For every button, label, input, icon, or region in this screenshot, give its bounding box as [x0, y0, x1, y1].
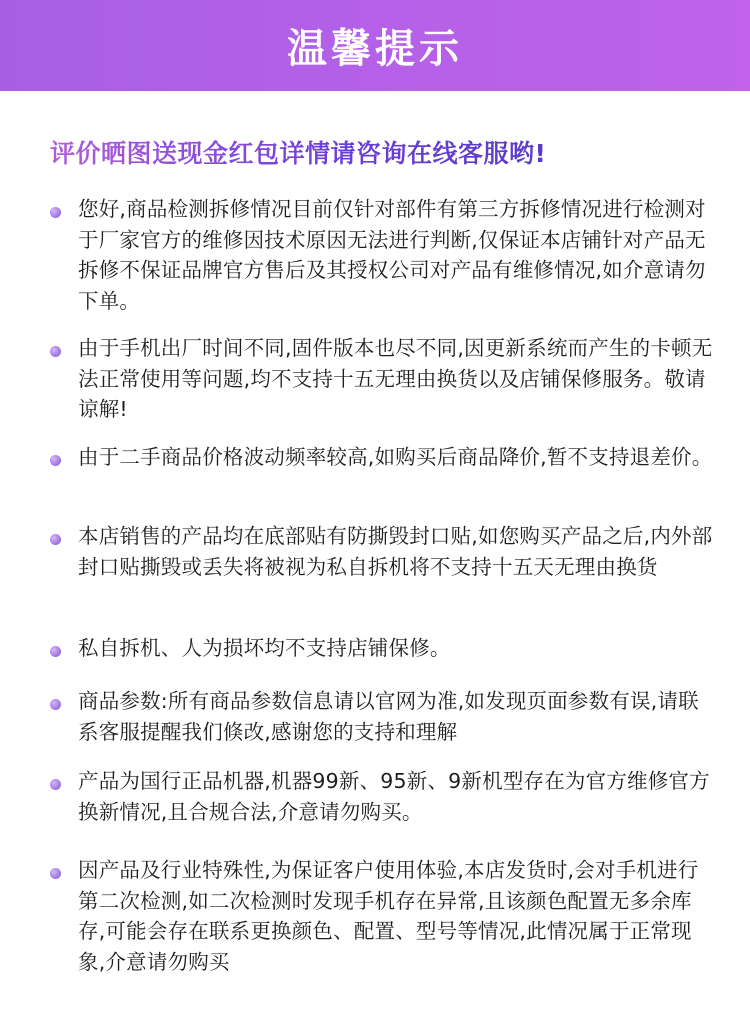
bullet-dot-icon [50, 646, 61, 657]
list-item-text: 产品为国行正品机器,机器99新、95新、9新机型存在为官方维修官方换新情况,且合规合法,介意请勿购买。 [78, 769, 710, 824]
list-item-text: 由于手机出厂时间不同,固件版本也尽不同,因更新系统而产生的卡顿无法正常使用等问题,均不支持十五无理由换货以及店铺保修服务。敬请谅解! [78, 336, 713, 421]
list-item-text: 由于二手商品价格波动频率较高,如购买后商品降价,暂不支持退差价。 [78, 445, 713, 469]
list-item-text: 商品参数:所有商品参数信息请以官网为准,如发现页面参数有误,请联系客服提醒我们倏改,感谢您的支持和理解 [78, 689, 699, 744]
bullet-dot-icon [50, 699, 61, 710]
bullet-dot-icon [50, 534, 61, 545]
list-item-text: 您好,商品检测拆修情况目前仅针对部件有第三方拆修情况进行检测对于厂家官方的维修因技术原因无法进行判断,仅保证本店铺针对产品无拆修不保证品牌官方售后及其授权公司对产品有维修情况,如介意请勿下单。 [78, 197, 706, 313]
bullet-dot-icon [50, 868, 61, 879]
bullet-dot-icon [50, 779, 61, 790]
page-title: 温馨提示 [287, 26, 463, 72]
list-item-text: 私自拆机、人为损坏均不支持店铺保修。 [78, 636, 451, 660]
bullet-dot-icon [50, 207, 61, 218]
list-item-text: 因产品及行业特殊性,为保证客户使用体验,本店发货时,会对手机进行第二次检测,如二次检测时发现手机存在异常,且该颜色配置无多余库存,可能会存在联系更换颜色、配置、型号等情况,此情况属于正常现象,介意请勿购买 [78, 858, 699, 974]
list-item-text: 本店销售的产品均在底部贴有防撕毁封口贴,如您购买产品之后,内外部封口贴撕毁或丢失将被视为私自拆机将不支持十五天无理由换货 [78, 524, 713, 579]
bullet-dot-icon [50, 346, 61, 357]
bullet-dot-icon [50, 455, 61, 466]
promo-subtitle: 评价晒图送现金红包详情请咨询在线客服哟! [50, 134, 546, 170]
